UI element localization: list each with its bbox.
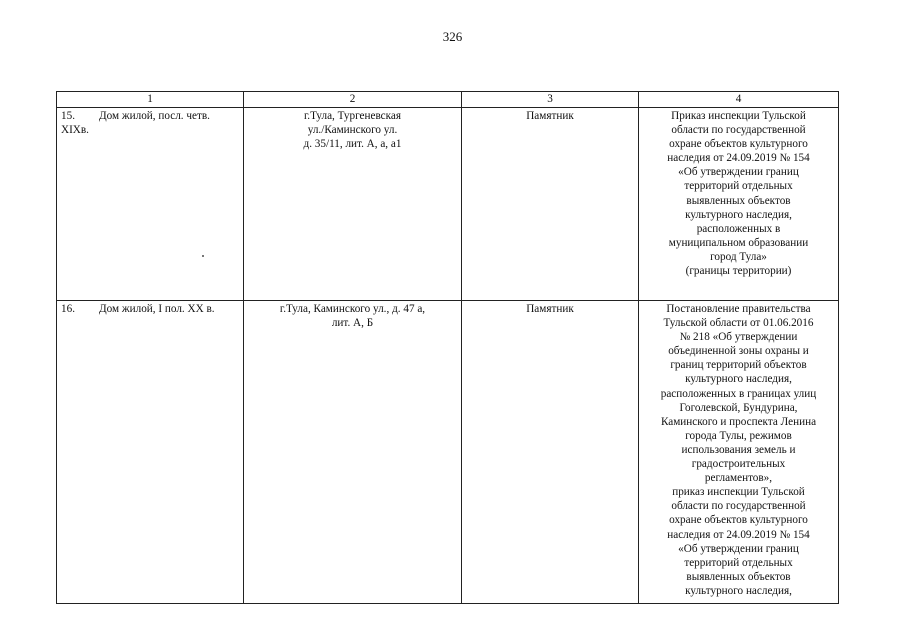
object-name-cell [57, 301, 244, 604]
category-cell [462, 108, 639, 301]
object-name-cell [57, 108, 244, 301]
document-line: области по государственной [671, 124, 806, 137]
document-line: культурного наследия, [685, 373, 792, 386]
category-cell [462, 301, 639, 604]
document-line: Тульской области от 01.06.2016 [663, 317, 814, 330]
document-line: территорий отдельных [684, 556, 793, 569]
object-name-line: Дом жилой, посл. четв. [99, 110, 210, 122]
document-line: № 218 «Об утверждении [679, 331, 798, 344]
column-header-4: 4 [639, 92, 839, 108]
column-header-2: 2 [244, 92, 462, 108]
document-line: «Об утверждении границ [678, 542, 799, 555]
object-name-line: Дом жилой, I пол. XX в. [99, 303, 215, 315]
document-line: культурного наследия, [685, 208, 792, 221]
row-number: 15. [61, 110, 75, 122]
object-name-line: XIXв. [61, 124, 89, 137]
scan-speck [202, 255, 204, 257]
document-line: охране объектов культурного [669, 514, 808, 527]
address-line: г.Тула, Тургеневская [303, 110, 402, 122]
document-line: границ территорий объектов [670, 359, 807, 372]
document-line: территорий отдельных [684, 180, 793, 193]
document-line: города Тулы, режимов [685, 429, 792, 442]
column-header-1: 1 [57, 92, 244, 108]
document-line: градостроительных [691, 458, 786, 471]
document-line: «Об утверждении границ [678, 166, 799, 179]
row-number: 16. [61, 303, 75, 315]
document-line: Гоголевской, Бундурина, [679, 401, 798, 414]
document-line: выявленных объектов [686, 194, 791, 207]
category-text: Памятник [526, 110, 574, 122]
document-line: культурного наследия, [685, 584, 792, 597]
page-number: 326 [442, 29, 463, 44]
table-row [57, 108, 839, 301]
document-line: расположенных в [696, 222, 781, 235]
document-line: город Тула» [710, 250, 767, 263]
document-line: охране объектов культурного [669, 138, 808, 151]
table-row [57, 301, 839, 604]
document-line: муниципальном образовании [668, 236, 809, 249]
address-line: лит. А, Б [331, 317, 374, 330]
document-line: регламентов», [704, 472, 773, 485]
document-line: выявленных объектов [686, 570, 791, 583]
document-line: наследия от 24.09.2019 № 154 [667, 528, 810, 541]
header-row [57, 92, 839, 108]
heritage-registry-table [56, 91, 839, 604]
address-line: г.Тула, Каминского ул., д. 47 а, [279, 303, 426, 315]
document-line: наследия от 24.09.2019 № 154 [667, 152, 810, 165]
address-line: ул./Каминского ул. [307, 124, 398, 137]
address-cell [244, 108, 462, 301]
document-cell [639, 301, 839, 604]
document-line: расположенных в границах улиц [660, 387, 817, 400]
document-line: использования земель и [681, 443, 796, 456]
address-cell [244, 301, 462, 604]
document-line: Приказ инспекции Тульской [671, 110, 806, 122]
category-text: Памятник [526, 303, 574, 315]
document-line: Постановление правительства [666, 303, 811, 315]
document-cell [639, 108, 839, 301]
document-line: Каминского и проспекта Ленина [660, 415, 817, 428]
document-line: (границы территории) [685, 265, 792, 278]
document-line: объединенной зоны охраны и [668, 345, 809, 358]
column-header-3: 3 [462, 92, 639, 108]
document-line: приказ инспекции Тульской [672, 486, 805, 499]
document-line: области по государственной [671, 500, 806, 513]
address-line: д. 35/11, лит. А, а, а1 [303, 138, 402, 151]
